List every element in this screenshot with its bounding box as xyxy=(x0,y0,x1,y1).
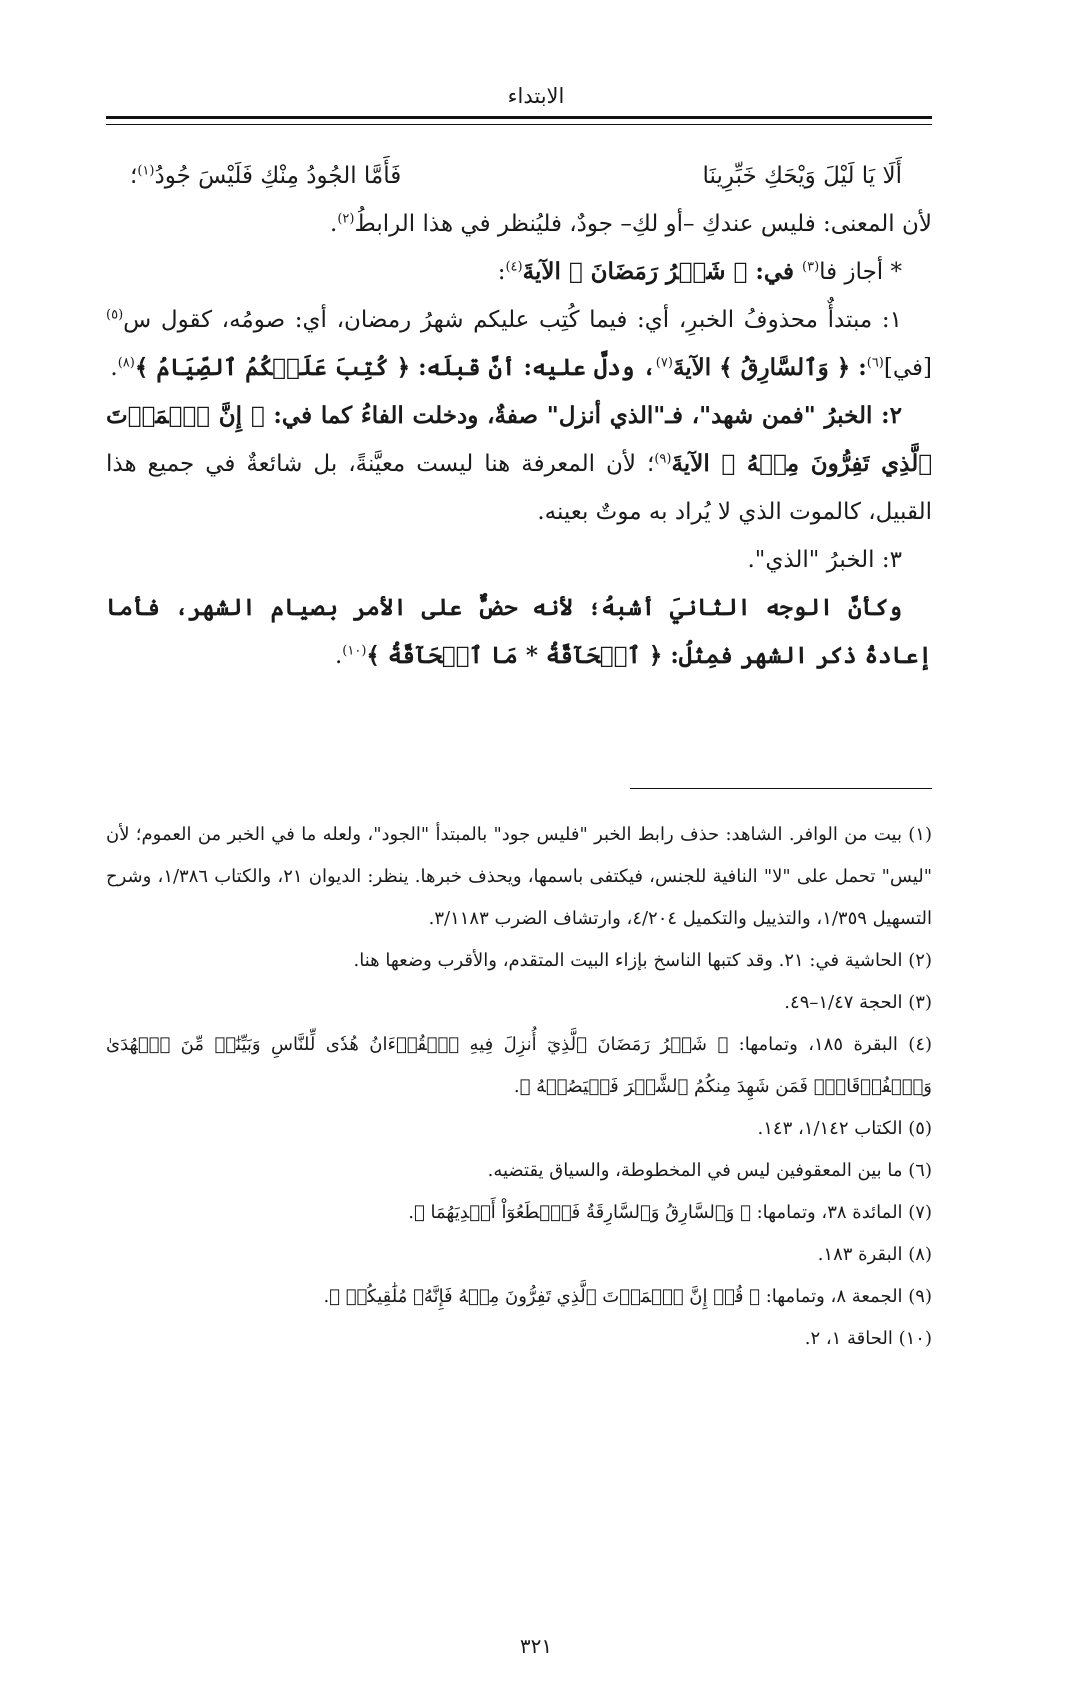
paragraph-3 xyxy=(106,296,932,392)
paragraph-3-text-c: : ﴿ وَٱلسَّارِقُ ﴾ الآيةَ xyxy=(672,354,867,381)
main-text xyxy=(106,152,932,680)
footnote-3: (٣) الحجة ١/٤٧–٤٩. xyxy=(784,992,932,1013)
paragraph-3-text-a: ١: مبتدأٌ محذوفُ الخبرِ، أي: فيما كُتِب عليكم شهرُ رمضان، أي: صومُه، كقول س xyxy=(123,307,902,333)
poetry-verse xyxy=(106,152,932,200)
paragraph-3-text-b: [في] xyxy=(883,355,932,381)
paragraph-5: ٣: الخبرُ "الذي". xyxy=(747,547,902,573)
footnote-2: (٢) الحاشية في: ٢١. وقد كتبها الناسخ بإزاء البيت المتقدم، والأقرب وضعها هنا. xyxy=(353,950,932,971)
paragraph-1-text: لأن المعنى: فليس عندكِ –أو لكِ– جودٌ، فليُنظر في هذا الرابطُ xyxy=(354,211,932,237)
verse-hemistich-2: فَأَمَّا الجُودُ مِنْكِ فَلَيْسَ جُودُ xyxy=(154,163,402,189)
footnote-4: (٤) البقرة ١٨٥، وتمامها: ﴿ شَهۡرُ رَمَضَانَ ٱلَّذِيٓ أُنزِلَ فِيهِ ٱلۡقُرۡءَانُ هُدٗى لِّلنَّاسِ وَبَيِّنَٰتٖ مِّنَ ٱلۡهُدَىٰ وَٱلۡفُرۡقَانِۚ فَمَن شَهِدَ مِنكُمُ ٱلشَّهۡرَ فَلۡيَصُمۡهُ ﴾. xyxy=(106,1034,933,1097)
footnote-1: (١) بيت من الوافر. الشاهد: حذف رابط الخبر "فليس جود" بالمبتدأ "الجود"، ولعله ما في الخبر من العموم؛ لأن "ليس" تحمل على "لا" النافية للجنس، فيكتفى باسمها، ويحذف خبرها. ينظر: الديوان ٢١، والكتاب ١/٣٨٦، وشرح التسهيل ١/٣٥٩، والتذييل والتكميل ٤/٢٠٤، وارتشاف الضرب ٣/١١٨٣. xyxy=(106,824,933,929)
footnote-10: (١٠) الحاقة ١، ٢. xyxy=(804,1328,932,1349)
page-number: ٣٢١ xyxy=(519,1634,553,1658)
footnote-marker: (١) xyxy=(137,163,155,179)
header-rule-thin xyxy=(106,124,932,125)
footnotes xyxy=(106,814,932,1360)
footnote-marker: (٤) xyxy=(505,259,523,275)
verse-hemistich-1: أَلَا يَا لَيْلَ وَيْحَكِ خَبِّرِينَا xyxy=(702,163,902,189)
footnote-marker: (٧) xyxy=(655,355,673,371)
footnote-marker: (١٠) xyxy=(342,643,367,659)
paragraph-4 xyxy=(106,392,932,536)
paragraph-6-text: وكأنَّ الوجه الثانيَ أشبهُ؛ لأنه حضٌّ على الأمر بصيام الشهر، فأما إعادةُ ذكر الشهر فمِثلُ: ﴿ ٱلۡحَآقَّةُ * مَا ٱلۡحَآقَّةُ ﴾ xyxy=(106,594,932,669)
paragraph-3-text-d: ، ودلَّ عليه: أنَّ قبلَه: ﴿ كُتِبَ عَلَيۡكُمُ ٱلصِّيَامُ ﴾ xyxy=(134,354,656,381)
footnote-8: (٨) البقرة ١٨٣. xyxy=(817,1244,932,1265)
punct: . xyxy=(110,355,118,381)
footnote-marker: (٩) xyxy=(654,451,672,467)
paragraph-2-text-b: في: ﴿ شَهۡرُ رَمَضَانَ ﴾ الآيةَ xyxy=(522,258,802,285)
paragraph-2 xyxy=(106,248,932,296)
footnote-6: (٦) ما بين المعقوفين ليس في المخطوطة، والسياق يقتضيه. xyxy=(487,1160,932,1181)
footnote-marker: (٦) xyxy=(866,355,884,371)
footnote-7: (٧) المائدة ٣٨، وتمامها: ﴿ وَٱلسَّارِقُ وَٱلسَّارِقَةُ فَٱقۡطَعُوٓاْ أَيۡدِيَهُمَا ﴾. xyxy=(408,1202,932,1223)
punct: . xyxy=(330,211,338,237)
footnote-separator xyxy=(630,788,932,789)
punct: : xyxy=(497,259,506,285)
footnote-9: (٩) الجمعة ٨، وتمامها: ﴿ قُلۡ إِنَّ ٱلۡمَوۡتَ ٱلَّذِي تَفِرُّونَ مِنۡهُ فَإِنَّهُۥ مُلَٰقِيكُمۡ ﴾. xyxy=(323,1286,932,1307)
running-head: الابتداء xyxy=(507,84,565,108)
punct: . xyxy=(334,643,343,669)
paragraph-1 xyxy=(106,200,932,248)
footnote-marker: (٥) xyxy=(106,307,124,323)
paragraph-4-text-b: ؛ لأن المعرفة هنا ليست معيَّنةً، بل شائعةٌ في جميع هذا القبيل، كالموت الذي لا يُراد به موتٌ بعينه. xyxy=(106,451,932,525)
footnote-marker: (٢) xyxy=(337,211,355,227)
paragraph-4-text-a: ٢: الخبرُ "فمن شهد"، فـ"الذي أنزل" صفةٌ، ودخلت الفاءُ كما في: ﴿ إِنَّ ٱلۡمَوۡتَ ٱلَّذِي تَفِرُّونَ مِنۡهُ ﴾ الآيةَ xyxy=(106,402,933,477)
header-rule-thick xyxy=(106,116,932,119)
verse-end-punct: ؛ xyxy=(130,163,138,189)
footnote-marker: (٨) xyxy=(117,355,135,371)
verse-hemistich-2-wrap xyxy=(130,152,401,200)
paragraph-2-text-a: * أجاز فا xyxy=(819,259,902,285)
footnote-5: (٥) الكتاب ١/١٤٢، ١٤٣. xyxy=(757,1118,932,1139)
paragraph-6 xyxy=(106,584,932,680)
footnote-marker: (٣) xyxy=(802,259,820,275)
